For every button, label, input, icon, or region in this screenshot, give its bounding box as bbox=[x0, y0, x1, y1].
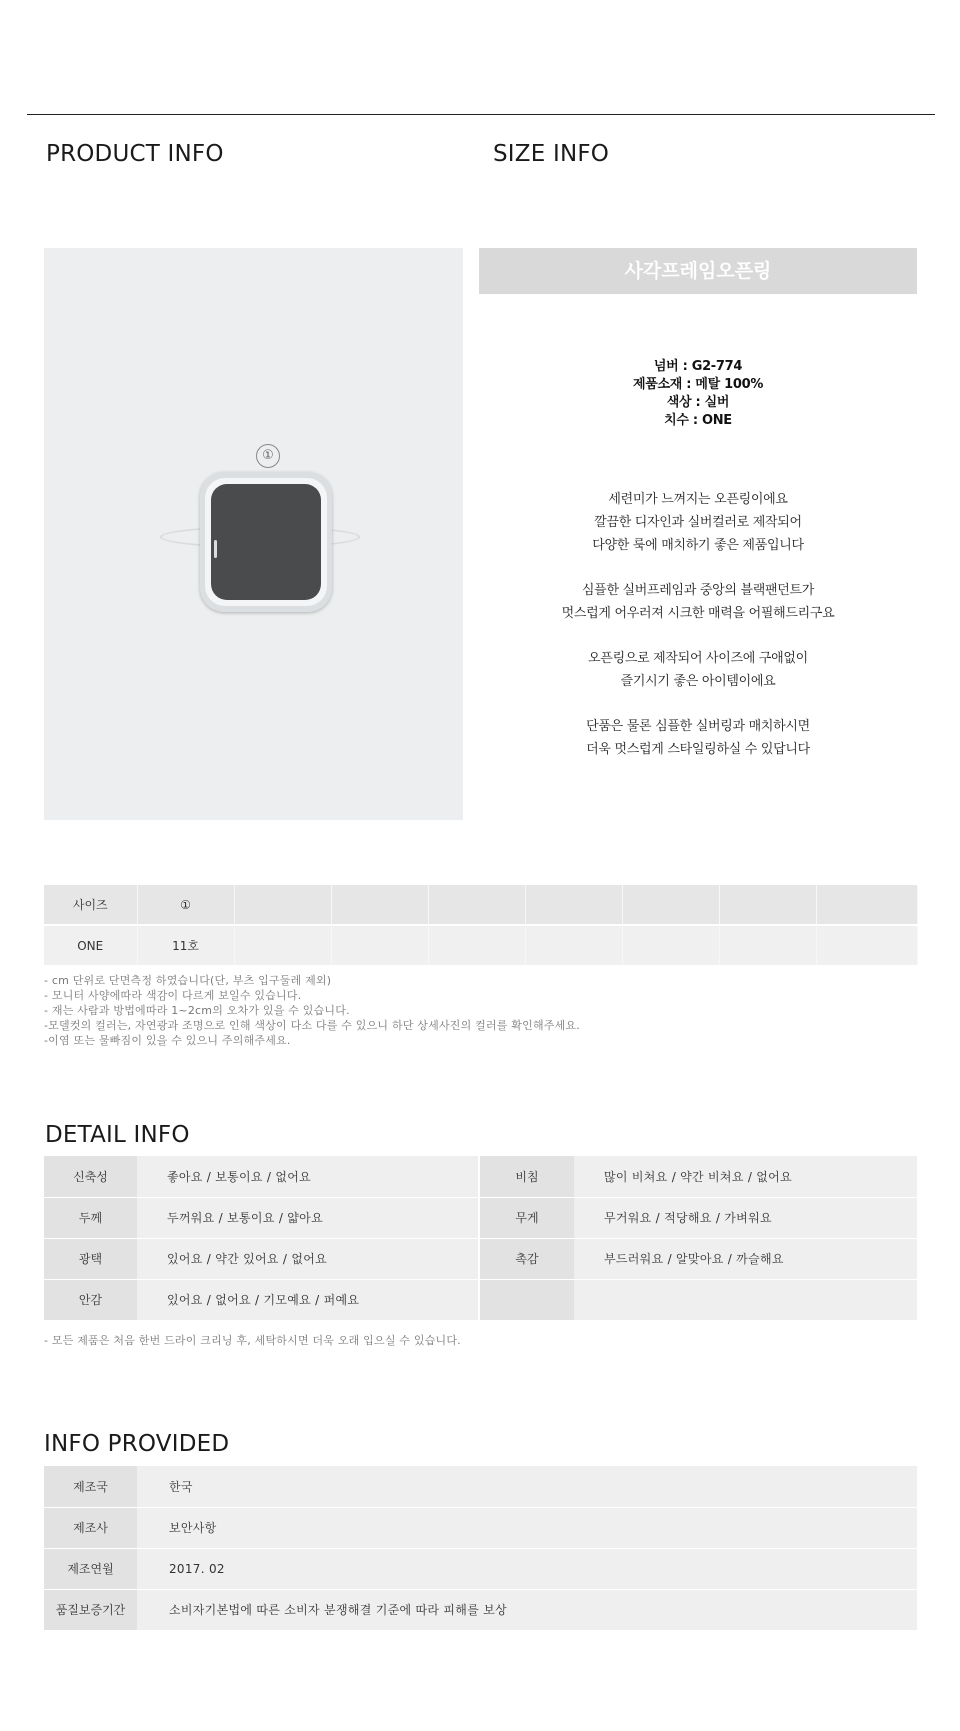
size-row-cell bbox=[525, 925, 622, 965]
description-line: 멋스럽게 어우러져 시크한 매력을 어필해드리구요 bbox=[561, 606, 835, 621]
spec-material: 제품소재 : 메탈 100% bbox=[632, 377, 764, 392]
size-table-header-row bbox=[44, 885, 917, 925]
info-value: 2017. 02 bbox=[137, 1548, 917, 1589]
info-label: 제조사 bbox=[44, 1507, 137, 1548]
product-name-banner: 사각프레임오픈링 bbox=[479, 248, 917, 294]
spec-color: 색상 : 실버 bbox=[666, 395, 730, 410]
size-table bbox=[44, 885, 918, 965]
detail-label: 촉감 bbox=[479, 1238, 574, 1279]
detail-row bbox=[44, 1156, 917, 1197]
size-note: -모델컷의 컬러는, 자연광과 조명으로 인해 색상이 다소 다를 수 있으니 하단 상세사진의 컬러를 확인해주세요. bbox=[44, 1019, 580, 1032]
size-header-cell: ① bbox=[137, 885, 234, 925]
size-row-cell bbox=[428, 925, 525, 965]
detail-value: 있어요 / 약간 있어요 / 없어요 bbox=[137, 1238, 479, 1279]
info-row bbox=[44, 1466, 917, 1507]
size-row-cell bbox=[816, 925, 917, 965]
detail-row bbox=[44, 1197, 917, 1238]
detail-label: 광택 bbox=[44, 1238, 137, 1279]
spec-size: 치수 : ONE bbox=[664, 413, 732, 428]
spec-number: 넘버 : G2-774 bbox=[653, 359, 743, 374]
size-row-cell bbox=[234, 925, 331, 965]
detail-value: 두꺼워요 / 보통이요 / 얇아요 bbox=[137, 1197, 479, 1238]
size-header-cell bbox=[428, 885, 525, 925]
detail-note: - 모든 제품은 처음 한번 드라이 크리닝 후, 세탁하시면 더욱 오래 입으실 수 있습니다. bbox=[44, 1334, 461, 1347]
size-row-cell bbox=[331, 925, 428, 965]
detail-row bbox=[44, 1279, 917, 1320]
size-header-label: 사이즈 bbox=[44, 885, 137, 925]
ring-stone bbox=[211, 484, 321, 600]
info-row bbox=[44, 1507, 917, 1548]
size-header-cell bbox=[719, 885, 816, 925]
description-line: 심플한 실버프레임과 중앙의 블랙팬던트가 bbox=[581, 583, 815, 598]
detail-table bbox=[44, 1156, 917, 1321]
top-divider bbox=[27, 114, 935, 115]
size-note: - 재는 사람과 방법에따라 1~2cm의 오차가 있을 수 있습니다. bbox=[44, 1004, 350, 1017]
size-row-cell: 11호 bbox=[137, 925, 234, 965]
size-header-cell bbox=[234, 885, 331, 925]
detail-label: 비침 bbox=[479, 1156, 574, 1197]
description-line: 세련미가 느껴지는 오픈링이에요 bbox=[608, 492, 788, 507]
size-row-label: ONE bbox=[44, 925, 137, 965]
size-header-cell bbox=[816, 885, 917, 925]
detail-label: 안감 bbox=[44, 1279, 137, 1320]
detail-label: 신축성 bbox=[44, 1156, 137, 1197]
info-label: 제조국 bbox=[44, 1466, 137, 1507]
product-info-heading: PRODUCT INFO bbox=[46, 141, 224, 167]
description-line: 오픈링으로 제작되어 사이즈에 구애없이 bbox=[588, 651, 808, 666]
detail-value bbox=[574, 1279, 917, 1320]
size-note: -이염 또는 물빠짐이 있을 수 있으니 주의해주세요. bbox=[44, 1034, 291, 1047]
detail-value: 좋아요 / 보통이요 / 없어요 bbox=[137, 1156, 479, 1197]
description-line: 다양한 룩에 매치하기 좋은 제품입니다 bbox=[592, 538, 804, 553]
detail-label: 무게 bbox=[479, 1197, 574, 1238]
size-header-cell bbox=[525, 885, 622, 925]
info-label: 품질보증기간 bbox=[44, 1589, 137, 1630]
detail-value: 부드러워요 / 알맞아요 / 까슬해요 bbox=[574, 1238, 917, 1279]
description-line: 더욱 멋스럽게 스타일링하실 수 있답니다 bbox=[586, 742, 810, 757]
info-value: 보안사항 bbox=[137, 1507, 917, 1548]
detail-info-heading: DETAIL INFO bbox=[45, 1122, 190, 1148]
info-provided-heading: INFO PROVIDED bbox=[44, 1431, 230, 1457]
info-row bbox=[44, 1589, 917, 1630]
description-line: 즐기시기 좋은 아이템이에요 bbox=[620, 674, 776, 689]
detail-label bbox=[479, 1279, 574, 1320]
detail-value: 많이 비쳐요 / 약간 비쳐요 / 없어요 bbox=[574, 1156, 917, 1197]
ring-highlight bbox=[214, 540, 217, 558]
detail-value: 있어요 / 없어요 / 기모예요 / 퍼예요 bbox=[137, 1279, 479, 1320]
description-line: 깔끔한 디자인과 실버컬러로 제작되어 bbox=[594, 515, 802, 530]
size-note: - 모니터 사양에따라 색감이 다르게 보일수 있습니다. bbox=[44, 989, 302, 1002]
size-header-cell bbox=[331, 885, 428, 925]
info-row bbox=[44, 1548, 917, 1589]
size-row-cell bbox=[719, 925, 816, 965]
info-label: 제조연월 bbox=[44, 1548, 137, 1589]
info-provided-table bbox=[44, 1466, 917, 1631]
size-marker: ① bbox=[256, 444, 280, 468]
size-info-heading: SIZE INFO bbox=[493, 141, 610, 167]
info-value: 소비자기본법에 따른 소비자 분쟁해결 기준에 따라 피해를 보상 bbox=[137, 1589, 917, 1630]
info-value: 한국 bbox=[137, 1466, 917, 1507]
detail-label: 두께 bbox=[44, 1197, 137, 1238]
detail-value: 무거워요 / 적당해요 / 가벼워요 bbox=[574, 1197, 917, 1238]
size-note: - cm 단위로 단면측정 하였습니다(단, 부츠 입구둘레 제외) bbox=[44, 974, 332, 987]
size-header-cell bbox=[622, 885, 719, 925]
size-row-cell bbox=[622, 925, 719, 965]
description-line: 단품은 물론 심플한 실버링과 매치하시면 bbox=[586, 719, 810, 734]
detail-row bbox=[44, 1238, 917, 1279]
size-table-row bbox=[44, 925, 917, 965]
